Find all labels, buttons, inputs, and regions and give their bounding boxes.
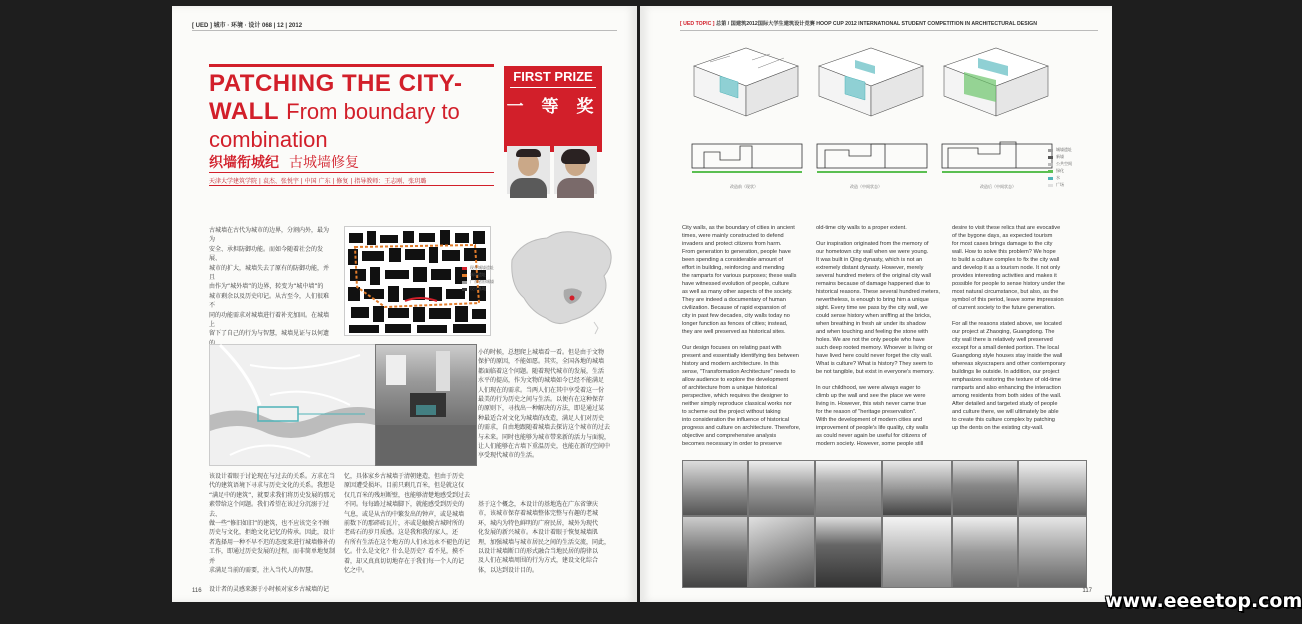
iso-caption-2: 改造（中间状态） [850, 184, 882, 189]
title-line-3: combination [209, 127, 328, 152]
paragraph-5: 基于这个概念，本设计的基地选在广东省肇庆 市，该城市保存着城墙整体完整与有趣的老城 环，城内为特色鲜明的广府民居，城外为现代 化发展的新兴城市。本设计着眼于恢复城墙肌 理，加强城墙与城市居民之间的生活交流，同此， 以设计城墙断口的形式融合当地民居的韵律以 及人们在城墙周围的行为方式，建设文化综合 体，以达到设计目的。 [478, 501, 611, 574]
legend-item: 水 [1048, 174, 1072, 181]
legend-item: 现存城墙遗址 [462, 264, 494, 271]
cn-title-b: 古城墙修复 [289, 155, 359, 171]
site-photo [682, 460, 748, 516]
china-location-map [502, 220, 622, 340]
site-photo [815, 460, 882, 516]
prize-english: FIRST PRIZE [513, 69, 593, 84]
iso-caption-1: 改造前（现状） [730, 184, 758, 189]
header-rule-right [680, 30, 1098, 31]
iso-diagram-2 [817, 48, 927, 172]
site-photo [952, 460, 1018, 516]
site-photo [882, 516, 952, 588]
english-column-3: desire to visit these relics that are evocative of the bygone days, as expected tourism for most cases brings damage to the city wall. How to solve this problem? We hope to build a culture complex to fix the city wall and develop it as a tourism node. It not only provides interesting activities and makes it possible for people to sense history under the most natural circumstance, but also, as the symbol of this period, leave some impression of current society to the future generation. For all the reasons stated above, we located our project at Zhaoqing, Guangdong. The city wall there is relatively well preserved except for a small dented portion. The local Guangdong style houses stay inside the wall whereas skyscrapers and other contemporary buildings lie outside. In addition, our project emphasizes restoring the texture of old-time ramparts and also enhancing the interaction among residents from both sides of the wall. After detailed and targeted study of people and culture there, we will ultimately be able to create this culture complex by patching up the dents on the existing city-wall. [952, 225, 1066, 431]
aerial-photo [375, 344, 477, 466]
page-number-right: 117 [1082, 588, 1092, 594]
first-prize-badge [504, 66, 602, 152]
page-number-left: 116 [192, 588, 202, 594]
title-line-1: PATCHING THE CITY- [209, 70, 463, 97]
left-page [172, 6, 637, 602]
site-photo-grid [682, 460, 1087, 588]
diagram-legend [1048, 146, 1072, 188]
chinese-title [209, 152, 359, 172]
intro-paragraph: 古城墙在古代为城市的边界，分割内外，最为为 安全、承担防御功能。而如今随着社会的发展、 城市的扩大，城墙失去了原有的防御功能，并且 由作为“城外墙”的边界，转变为“城中墙”的 城市剩余以及历史印记。从古至今，人们很难不 同的功能需求对城墙进行着补充加固。在城墙上 留下了自己的行为与智慧，城墙见证与以何遗 [209, 227, 330, 338]
site-photo [952, 516, 1018, 588]
title-line-2 [209, 98, 499, 126]
site-photo [748, 460, 815, 516]
legend-item: 城墙遗址 [462, 271, 494, 278]
header-rule [192, 30, 617, 31]
city-context-map [209, 344, 376, 466]
author-photo-2 [554, 146, 597, 194]
page-header-right: [ UED TOPIC ] 总第 / 国建筑2012国际大学生建筑设计竞赛 HOOP CUP 2012 INTERNATIONAL STUDENT COMPETITION IN ARCHITECTURAL DESIGN [680, 21, 1037, 27]
right-page [640, 6, 1112, 602]
map-legend [462, 264, 494, 292]
site-photo [682, 516, 748, 588]
legend-item: 新墙 [1048, 153, 1072, 160]
authors-rule [209, 185, 494, 186]
title-bottom-rule [209, 172, 494, 173]
site-photo [882, 460, 952, 516]
paragraph-2: 该设计着眼于讨论现在与过去的关系。方求在当 代的建筑语境下寻求与历史文化的关系。我想是 “满足中的建筑”，就要求我们将历史发展的那元 素带给这个问题。我们希望在该过分沉溺于过去、 做一些“修旧如旧”的建筑，也不应该完全不顾 历史与文化，拒绝文化记忆的传承。因此，设计 者选择用一种不早不迟的态度来进行城墙修补的 工作，即通过历史发展的过程，而非简单地复制并 求满足当前的需要，注入当代人的智慧。 设计者的灵感来源于小时候对家乡古城墙的记 [209, 473, 336, 593]
site-photo [748, 516, 815, 588]
title-line-2a: WALL [209, 98, 279, 125]
site-photo [1018, 460, 1087, 516]
author-photo-1 [507, 146, 550, 194]
legend-item: 广东省府城墙 [462, 278, 494, 285]
prize-divider [510, 87, 596, 88]
title-top-rule [209, 64, 494, 67]
legend-item: 公共空间 [1048, 160, 1072, 167]
article-title [209, 70, 499, 154]
english-column-1: City walls, as the boundary of cities in ancient times, were mainly constructed to defend invaders and protect citizens from harm. From generation to generation, people have been spending a considerable amount of effort in building, reinforcing and mending the ramparts for various purposes; these walls have witnessed evolution of people, culture as well as many other aspects of the society. They are indeed a documentary of human civilization. Because of rapid expansion of city in past few decades, city walls today no longer function as fences of cities; instead, they are well preserved as historical sites. Our design focuses on relating past with present and essentially identifying ties between history and modern architecture. In this sense, "Transformation Architecture" needs to allow audience to explore the development of architecture from a unique historical perspective, which requires the designer to neither simply reproduce classical works nor to scheme out the project without taking into consideration the influence of historical progress and culture on architecture. Therefore, objective and comprehensive analysis becomes necessary in order to preserve [682, 225, 801, 447]
legend-item: 设计基地 [462, 285, 494, 292]
authors-line: 天津大学建筑学院 | 袁杰、张悦宇 | 中国 广东 | 修复 | 指导教师：王志刚、张玥璐 [209, 178, 427, 185]
title-line-2b: From boundary to [286, 99, 460, 124]
iso-diagram-3 [942, 48, 1052, 172]
prize-chinese: 一 等 奖 [506, 97, 600, 117]
page-header: [ UED ] 城市 · 环境 · 设计 068 | 12 | 2012 [192, 23, 303, 29]
site-photo [815, 516, 882, 588]
isometric-diagrams [680, 36, 1080, 196]
paragraph-4: 小的时候，总想爬上城墙看一看。但是由于文物 保护的原因，不能如愿。其实，全国各地的城墙 都面临着这个问题。随着现代城市的发展，生活 水平的提高，作为文物的城墙如今已经不能满足 人们现在的需求。当两人们在其中享受着这一份 最美的行为历史之间与生活。以便有在这种保存 的原则下，寻找出一种解决的方法，即是通过某 种最适合对文化为城墙的改造，满足人们对历史 的需求，自由地跟随着城墙去探访这个城市的过去 与未来。同时也能够为城市带来新的活力与面貌， 让人们能够在古墙下重温历史，也能在新的空间中 享受现代城市的生活。 [478, 349, 611, 460]
legend-item: 广场 [1048, 181, 1072, 188]
iso-caption-3: 改造后（中间状态） [980, 184, 1016, 189]
paragraph-3: 忆，具体家乡古城墙于清朝建造，但由于历史 原因遭受损坏。目前只剩几百米，但是就这仅 仅几百米的残垣断壁，也能够清楚地感受到过去 不同。每每路过城墙脚下，就能感受到历史的 气息，或是从古的中繁发出的钟声，或是城墙 前数下的那碎砖瓦片，亦或是触摸古城时所的 老砖石的岁月质感。这是我和我的家人，还 有所有生活在这个地方的人们永远永不褪色的记 忆。什么是文化？什么是历史？看不见，摸不 着，却又真真切切地存在于我们每一个人的记 忆之中。 [344, 473, 471, 575]
legend-item: 绿化 [1048, 167, 1072, 174]
iso-diagram-1 [692, 48, 802, 172]
watermark: www.eeeetop.com [1105, 590, 1302, 612]
legend-item: 城墙遗址 [1048, 146, 1072, 153]
cn-title-a: 织墙衔城纪 [209, 155, 279, 171]
site-photo [1018, 516, 1087, 588]
english-column-2: old-time city walls to a proper extent. Our inspiration originated from the memory of our hometown city wall when we were young. It was built in Qing dynasty, which is not an extremely distant dynasty. However, merely several hundred meters of the original city wall remains because of damage happened due to historical reasons. These several hundred meters, nevertheless, is enough to bring him a unique sight. Every time we pass by the city wall, we could sense history when sniffing at the bricks, when breathing in fresh air under its shadow and when touching and feeling the stone with holes. We are not the only people who have such deep rooted memory. Whoever is living or have lived here could never forget the city wall. What is culture? What is history? They seem to be not tangible, but exist in everyone's memory. In our childhood, we were always eager to climb up the wall and see the place we were living in. However, this wish never came true for the reason of "heritage preservation". With the development of modern cities and improvement of people's life quality, city walls as could never again be useful for citizens of modern society. However, some people still [816, 225, 940, 447]
